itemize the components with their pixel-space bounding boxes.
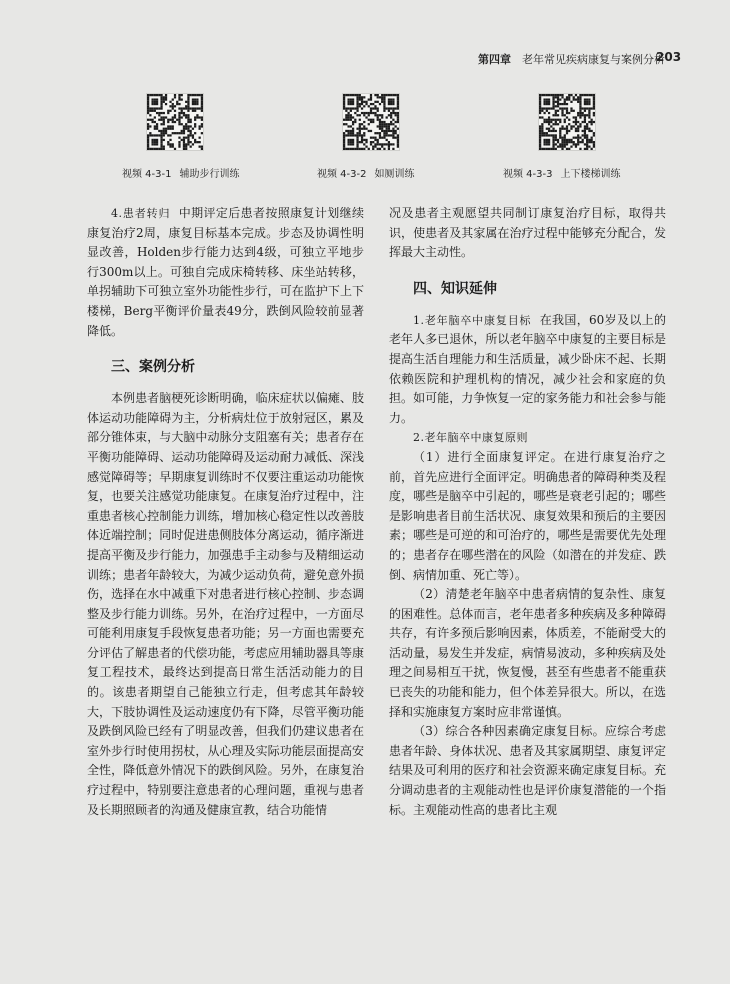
left-column xyxy=(87,204,364,820)
paragraph-title: 4.患者转归 xyxy=(111,207,171,220)
right-column xyxy=(389,204,666,820)
qr-code-icon xyxy=(538,93,596,151)
page-header xyxy=(0,0,730,70)
qr-code-icon xyxy=(146,93,204,151)
qr-code-video-2[interactable] xyxy=(342,93,400,151)
paragraph-case-analysis: 本例患者脑梗死诊断明确，临床症状以偏瘫、肢体运动功能障碍为主，分析病灶位于放射冠区，累及部分锥体束，与大脑中动脉分支阻塞有关；患者存在平衡功能障碍、运动功能障碍及运动耐力减低、深浅感觉障碍等；早期康复训练时不仅要注重运动功能恢复，也要关注感觉功能康复。在康复治疗过程中，注重患者核心控制能力训练，增加核心稳定性以改善肢体近端控制；同时促进患侧肢体分离运动，循序渐进提高平衡及步行能力，加强患手主动参与及精细运动训练；患者年龄较大，为减少运动负荷，避免意外损伤，选择在水中减重下对患者进行核心控制、步态调整及步行能力训练。另外，在治疗过程中，一方面尽可能利用康复手段恢复患者功能；另一方面也需要充分评估了解患者的代偿功能，考虑应用辅助器具等康复工程技术，最终达到提高日常生活活动能力的目的。该患者期望自己能独立行走，但考虑其年龄较大，下肢协调性及运动速度仍有下降，尽管平衡功能及跌倒风险已经有了明显改善，但我们仍建议患者在室外步行时使用拐杖，从心理及实际功能层面提高安全性，降低意外情况下的跌倒风险。另外，在康复治疗过程中，特别要注意患者的心理问题，重视与患者及长期照顾者的沟通及健康宣教，结合功能情 xyxy=(87,391,364,817)
paragraph-principle-1: （1）进行全面康复评定。在进行康复治疗之前，首先应进行全面评定。明确患者的障碍种类及程度，哪些是脑卒中引起的，哪些是衰老引起的；哪些是影响患者目前生活状况、康复效果和预后的主要因素；哪些是可逆的和可治疗的，哪些是需要优先处理的；患者存在哪些潜在的风险（如潜在的并发症、跌倒、病情加重、死亡等）。 xyxy=(389,449,666,582)
video-label: 如厕训练 xyxy=(374,169,415,180)
paragraph-title: 2.老年脑卒中康复原则 xyxy=(413,431,528,445)
paragraph-principle-2: （2）清楚老年脑卒中患者病情的复杂性、康复的困难性。总体而言，老年患者多种疾病及多种障碍共存，有许多预后影响因素，体质差，不能耐受大的活动量，易发生并发症，病情易波动，多种疾病及处理之间易相互干扰，恢复慢，甚至有些患者不能重获已丧失的功能和能力，但个体差异很大。所以，在选择和实施康复方案时应非常谨慎。 xyxy=(389,587,666,719)
section-heading-knowledge-extension: 四、知识延伸 xyxy=(413,280,497,297)
paragraph-rehab-goals xyxy=(389,311,666,429)
video-caption-3 xyxy=(503,165,620,180)
video-number: 视频 4-3-1 xyxy=(122,169,172,180)
paragraph-text: 在我国，60岁及以上的老年人多已退休，所以老年脑卒中康复的主要目标是提高生活自理能力和生活质量，减少卧床不起、长期依赖医院和护理机构的情况，减少社会和家庭的负担。如可能，力争恢复一定的家务能力和社会参与能力。 xyxy=(389,312,666,425)
video-label: 上下楼梯训练 xyxy=(560,169,621,180)
video-caption-1 xyxy=(122,165,239,180)
paragraph-rehab-principles-title xyxy=(389,428,666,448)
qr-code-video-1[interactable] xyxy=(146,93,204,151)
chapter-label: 第四章 xyxy=(478,53,511,66)
video-label: 辅助步行训练 xyxy=(179,169,240,180)
qr-code-icon xyxy=(342,93,400,151)
paragraph-continued: 况及患者主观愿望共同制订康复治疗目标，取得共识，使患者及其家属在治疗过程中能够充分配合，发挥最大主动性。 xyxy=(389,206,666,260)
chapter-title: 老年常见疾病康复与案例分析 xyxy=(522,53,665,66)
video-number: 视频 4-3-2 xyxy=(317,169,367,180)
paragraph-text: 中期评定后患者按照康复计划继续康复治疗2周，康复目标基本完成。步态及协调性明显改善，Holden步行能力达到4级，可独立平地步行300m以上。可独自完成床椅转移、床坐站转移，单拐辅助下可独立室外功能性步行，可在监护下上下楼梯，Berg平衡评价量表49分，跌倒风险较前显著降低。 xyxy=(87,206,364,338)
page-number: 203 xyxy=(656,50,682,64)
qr-code-video-3[interactable] xyxy=(538,93,596,151)
section-heading-case-analysis: 三、案例分析 xyxy=(111,359,195,376)
paragraph-patient-outcome xyxy=(87,204,364,341)
video-number: 视频 4-3-3 xyxy=(503,169,553,180)
paragraph-principle-3: （3）综合各种因素确定康复目标。应综合考虑患者年龄、身体状况、患者及其家属期望、康复评定结果及可利用的医疗和社会资源来确定康复目标。充分调动患者的主观能动性也是评价康复潜能的一个指标。主观能动性高的患者比主观 xyxy=(389,724,666,817)
video-caption-2 xyxy=(317,165,414,180)
paragraph-title: 1.老年脑卒中康复目标 xyxy=(413,313,532,327)
